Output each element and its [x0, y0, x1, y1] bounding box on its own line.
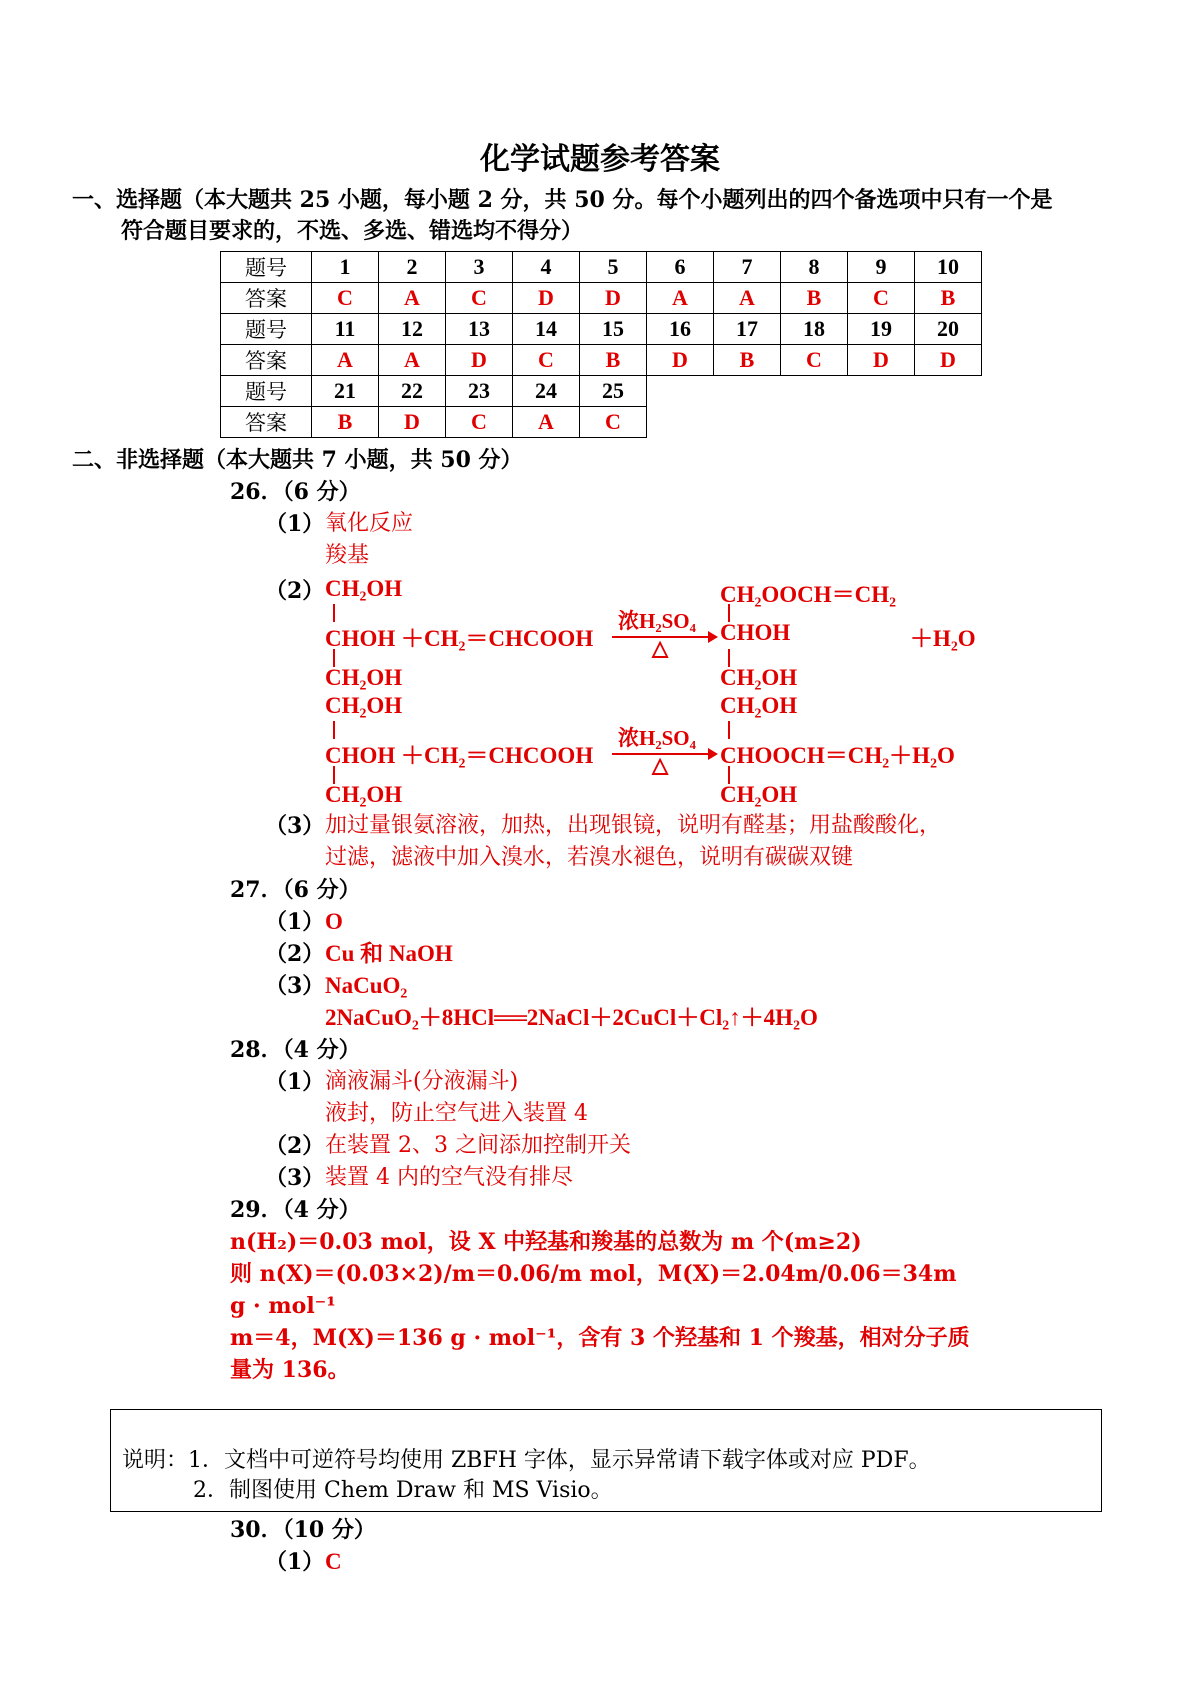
q28-answer1: 滴液漏斗(分液漏斗)	[325, 1069, 519, 1094]
table-question-number: 19	[848, 314, 915, 345]
table-question-number: 8	[781, 252, 848, 283]
table-answer: B	[580, 345, 647, 376]
reaction2-arrowhead	[708, 748, 718, 760]
q28-part2-label: （2）	[265, 1133, 325, 1159]
q29-heading: 29．（4 分）	[230, 1197, 361, 1223]
q26-heading: 26．（6 分）	[230, 479, 361, 505]
table-question-number: 18	[781, 314, 848, 345]
product1-top: CH₂OOCH＝CH₂	[720, 582, 897, 607]
section1-line1: 一、选择题（本大题共 25 小题，每小题 2 分，共 50 分。每个小题列出的四个备选项中只有一个是	[72, 187, 1053, 213]
q28-part3-label: （3）	[265, 1165, 325, 1191]
q27-part1-label: （1）	[265, 909, 325, 935]
condition1-top: 浓H₂SO₄	[618, 609, 696, 633]
q29-line2: 则 n(X)＝(0.03×2)/m＝0.06/m mol，M(X)＝2.04m/0.06＝34m	[230, 1261, 957, 1287]
product2-bot: CH₂OH	[720, 782, 798, 807]
q26-part3-label: （3）	[265, 813, 325, 839]
product1-water: ＋H₂O	[910, 626, 976, 651]
q28-answer3: 装置 4 内的空气没有排尽	[325, 1165, 573, 1190]
q26-answer3b: 过滤，滤液中加入溴水，若溴水褪色，说明有碳碳双键	[325, 845, 854, 870]
table-q-label: 题号	[221, 314, 312, 345]
table-question-number: 17	[714, 314, 781, 345]
table-answer: D	[580, 283, 647, 314]
table-answer: C	[580, 407, 647, 438]
page-title: 化学试题参考答案	[480, 142, 720, 177]
table-answer: B	[915, 283, 982, 314]
q27-equation: 2NaCuO₂＋8HCl══2NaCl＋2CuCl＋Cl₂↑＋4H₂O	[325, 1005, 818, 1030]
q28-part1-label: （1）	[265, 1069, 325, 1095]
product2-top: CH₂OH	[720, 693, 798, 718]
q27-answer1: O	[325, 909, 343, 934]
table-question-number: 22	[379, 376, 446, 407]
table-answer: C	[513, 345, 580, 376]
table-question-number: 12	[379, 314, 446, 345]
table-question-number: 9	[848, 252, 915, 283]
table-question-number: 6	[647, 252, 714, 283]
table-a-label: 答案	[221, 407, 312, 438]
table-question-number: 14	[513, 314, 580, 345]
reactant2-top: CH₂OH	[325, 693, 403, 718]
table-answer: C	[446, 283, 513, 314]
table-answer: C	[781, 345, 848, 376]
q28-heading: 28．（4 分）	[230, 1037, 361, 1063]
table-answer: A	[379, 345, 446, 376]
table-answer: D	[647, 345, 714, 376]
table-question-number: 7	[714, 252, 781, 283]
note-line2: 2．制图使用 Chem Draw 和 MS Visio。	[193, 1478, 613, 1503]
table-question-number: 21	[312, 376, 379, 407]
reactant1-mid: CHOH ＋CH₂＝CHCOOH	[325, 626, 594, 651]
table-question-number: 5	[580, 252, 647, 283]
reactant2-mid: CHOH ＋CH₂＝CHCOOH	[325, 743, 594, 768]
q29-line4: m＝4，M(X)＝136 g · mol⁻¹，含有 3 个羟基和 1 个羧基，相对分子质	[230, 1325, 970, 1351]
q26-answer3a: 加过量银氨溶液，加热，出现银镜，说明有醛基；用盐酸酸化，	[325, 813, 942, 838]
q27-heading: 27．（6 分）	[230, 877, 361, 903]
table-q-label: 题号	[221, 376, 312, 407]
table-question-number: 15	[580, 314, 647, 345]
table-question-number: 24	[513, 376, 580, 407]
q26-answer1b: 羧基	[325, 543, 370, 568]
q27-answer3: NaCuO₂	[325, 973, 408, 998]
q28-answer1b: 液封，防止空气进入装置 4	[325, 1101, 588, 1126]
table-answer: C	[446, 407, 513, 438]
table-answer: B	[312, 407, 379, 438]
table-question-number: 16	[647, 314, 714, 345]
q29-line3: g · mol⁻¹	[230, 1293, 336, 1319]
table-answer: D	[379, 407, 446, 438]
q27-part2-label: （2）	[265, 941, 325, 967]
table-a-label: 答案	[221, 345, 312, 376]
note-line1: 说明：1．文档中可逆符号均使用 ZBFH 字体，显示异常请下载字体或对应 PDF。	[122, 1448, 931, 1473]
table-answer: A	[647, 283, 714, 314]
table-answer: D	[848, 345, 915, 376]
reactant2-bot: CH₂OH	[325, 782, 403, 807]
q27-answer2: Cu 和 NaOH	[325, 941, 453, 966]
product1-bot: CH₂OH	[720, 665, 798, 690]
table-answer: B	[714, 345, 781, 376]
product1-mid: CHOH	[720, 620, 791, 645]
table-question-number: 11	[312, 314, 379, 345]
table-question-number: 20	[915, 314, 982, 345]
reactant1-bot: CH₂OH	[325, 665, 403, 690]
table-a-label: 答案	[221, 283, 312, 314]
table-question-number: 2	[379, 252, 446, 283]
q30-heading: 30．（10 分）	[230, 1517, 376, 1543]
table-question-number: 3	[446, 252, 513, 283]
reactant1-top: CH₂OH	[325, 576, 403, 601]
answer-table	[220, 251, 982, 438]
table-question-number: 4	[513, 252, 580, 283]
condition1-bottom: △	[652, 636, 669, 660]
table-question-number: 25	[580, 376, 647, 407]
product2-mid: CHOOCH＝CH₂＋H₂O	[720, 743, 955, 768]
table-answer: C	[848, 283, 915, 314]
table-answer: A	[312, 345, 379, 376]
section1-line2: 符合题目要求的，不选、多选、错选均不得分）	[121, 218, 584, 244]
table-question-number: 10	[915, 252, 982, 283]
table-answer: A	[513, 407, 580, 438]
table-question-number: 23	[446, 376, 513, 407]
reaction1-arrowhead	[708, 631, 718, 643]
q26-answer1: 氧化反应	[325, 511, 414, 536]
q30-answer1: C	[325, 1549, 342, 1574]
table-question-number: 1	[312, 252, 379, 283]
table-answer: D	[513, 283, 580, 314]
q27-part3-label: （3）	[265, 973, 325, 999]
condition2-bottom: △	[652, 753, 669, 777]
q30-part1-label: （1）	[265, 1549, 325, 1575]
table-answer: C	[312, 283, 379, 314]
condition2-top: 浓H₂SO₄	[618, 726, 696, 750]
table-question-number: 13	[446, 314, 513, 345]
q26-part2-label: （2）	[265, 578, 325, 604]
table-answer: A	[714, 283, 781, 314]
table-answer: B	[781, 283, 848, 314]
q26-part1-label: （1）	[265, 511, 325, 537]
table-answer: D	[446, 345, 513, 376]
table-answer: D	[915, 345, 982, 376]
q29-line5: 量为 136。	[230, 1357, 350, 1383]
table-answer: A	[379, 283, 446, 314]
q29-line1: n(H₂)＝0.03 mol，设 X 中羟基和羧基的总数为 m 个(m≥2)	[230, 1229, 862, 1255]
section2-heading: 二、非选择题（本大题共 7 小题，共 50 分）	[72, 447, 523, 473]
q28-answer2: 在装置 2、3 之间添加控制开关	[325, 1133, 631, 1158]
table-q-label: 题号	[221, 252, 312, 283]
